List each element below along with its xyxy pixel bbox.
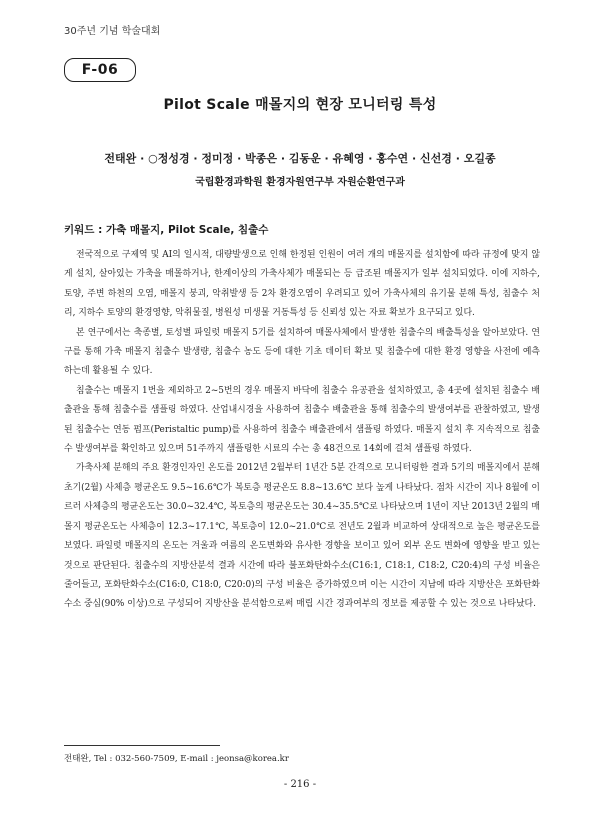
abstract-paragraph-3: 침출수는 매몰지 1번을 제외하고 2~5번의 경우 매몰지 바닥에 침출수 유공관을 설치하였고, 총 4곳에 설치된 침출수 배출관을 통해 침출수를 샘플링 하였다. 산업내시경을 사용하여 침출수 배출관을 통해 침출수의 발생여부를 관찰하였고, 발생된 침출수는 연동 펌프(Peristaltic pump)를 사용하여 침출수 배출관에서 샘플링 하였다. 매몰지 설치 후 지속적으로 침출수 발생여부를 확인하고 있으며 51주까지 샘플링한 시료의 수는 총 48건으로 14회에 걸쳐 샘플링 하였다. <box>64 385 540 455</box>
author-list: 전태완 · ○정성경 · 정미정 · 박종은 · 김동운 · 유혜영 · 홍수연 · 신선경 · 오길종 <box>104 152 496 165</box>
abstract-paragraph-1: 전국적으로 구제역 및 AI의 일시적, 대량발생으로 인해 한정된 인원이 여러 개의 매몰지를 설치함에 따라 규정에 맞지 않게 설치, 살아있는 가축을 매몰하거나, 한계이상의 가축사체가 매몰되는 등 급조된 매몰지가 일부 설치되었다. 이에 지하수, 토양, 주변 하천의 오염, 매몰지 붕괴, 악취발생 등 2차 환경오염이 우려되고 있어 가축사체의 유기물 분해 특성, 침출수 처리, 지하수 토양의 환경영향, 악취물질, 병원성 미생물 거동특성 등 신뢰성 있는 자료 확보가 요구되고 있다. <box>64 250 540 319</box>
abstract-paragraph-4: 가축사체 분해의 주요 환경인자인 온도를 2012년 2월부터 1년간 5분 간격으로 모니터링한 결과 5기의 매몰지에서 분해 초기(2월) 사체층 평균온도 9.5~16.6℃가 복토층 평균온도 8.8~13.6℃ 보다 높게 나타났다. 점차 시간이 지나 8월에 이르러 사체층의 평균온도는 30.0~32.4℃, 복토층의 평균온도는 30.4~35.5℃로 나타났으며 1년이 지난 2013년 2월의 매몰지 평균온도는 사체층이 12.3~17.1℃, 복토층이 12.0~21.0℃로 전년도 2월과 비교하여 상대적으로 높은 평균온도를 보였다. 파일럿 매몰지의 온도는 겨울과 여름의 온도변화와 유사한 경향을 보이고 있어 외부 온도 변화에 영향을 받고 있는 것으로 판단된다. 침출수의 지방산분석 결과 시간에 따라 불포화탄화수소(C16:1, C18:1, C18:2, C20:4)의 구성 비율은 줄어들고, 포화탄화수소(C16:0, C18:0, C20:0)의 구성 비율은 증가하였으며 이는 시간이 지남에 따라 지방산은 포화탄화수소 중심(90% 이상)으로 구성되어 지방산을 분석함으로써 매립 시간 경과여부의 정보를 제공할 수 있는 것으로 나타났다. <box>64 463 540 610</box>
footnote-divider <box>64 745 220 746</box>
session-code-badge: F-06 <box>64 58 136 82</box>
abstract-body <box>64 246 540 615</box>
author-affiliation: 국립환경과학원 환경자원연구부 자원순환연구과 <box>195 177 405 188</box>
conference-header: 30주년 기념 학술대회 <box>64 26 161 37</box>
page-number: - 216 - <box>283 779 317 790</box>
keywords-line: 키워드 : 가축 매몰지, Pilot Scale, 침출수 <box>64 224 269 236</box>
abstract-paragraph-2: 본 연구에서는 축종별, 토성별 파일럿 매몰지 5기를 설치하여 매몰사체에서 발생한 침출수의 배출특성을 알아보았다. 연구를 통해 가축 매몰지 침출수 발생량, 침출수 농도 등에 대한 기초 데이터 확보 및 침출수에 대한 환경 영향을 사전에 예측하는데 활용될 수 있다. <box>64 327 540 377</box>
corresponding-author-footnote: 전태완, Tel : 032-560-7509, E-mail : jeonsa@korea.kr <box>64 754 289 764</box>
paper-title: Pilot Scale 매몰지의 현장 모니터링 특성 <box>163 97 437 113</box>
